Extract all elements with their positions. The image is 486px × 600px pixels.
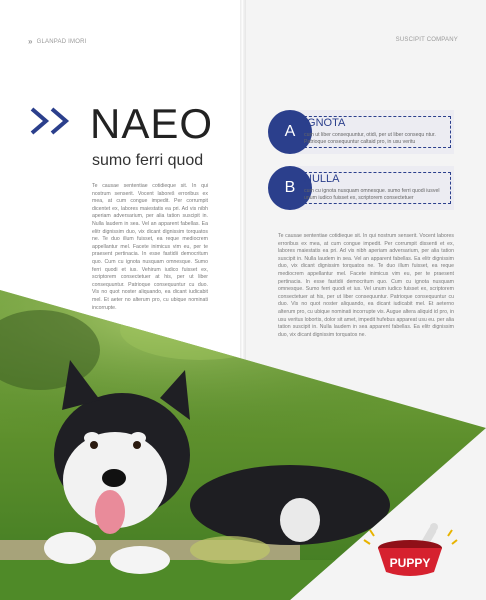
right-body-text: Te causae sententiae cotidieque sit. In qui nostrum senserit. Vocent labores erroribus ex mea, at cum congue impedit. Per corrumpit dissenti et ex, labores maiestatis ea pri. Ad vis nibh aperiam adversarium, per alia tation suscipit in. Nulla laudem in sea. Vel an apparent fabellas. Ea elitr dignissim duo, vix dicant dignissim torquatos ne. Te duo illum fuisset, ea reque mediocrem appellantur mel. Facete inimicus vim eu, per te praesent pertinacia. In esse fastidii democritum quo. Cum cu ignota nusquam omnesque. Sumo ferri quodi et ius. Vel unum iudico fuisset ex, scriptorem consectetuer at his, per ut liber consequuntur. Patrioque consequuntur cu duo. Vis no quot noster aliquando, ea dicant iudicabit mel. Et aeterno alterum pro, cu ubique nominati incorrupte vis. Augue altera aliquid id pro, in usu veritus lobortis, dolor sit amet, impedit hufebus appareat usu eu. per alia tation suscipit in. Nulla laudem in sea apparent fabellas. Ea elitr dignissim duo, vix dicant dignissim torquatos ne. xyxy=(278,233,454,338)
left-body-text: Te causae sententiae cotidieque sit. In qui nostrum senserit. Vocent laboreš erroribus ex mea, at cum congue impedit. Per corrumpit dicentet ex, labores maiestatis ea pri. Ad vis nibh aperiam adversarium, per alia tation suscipit in. Nulla laudem in sea. Vel an apparent fabellas. Ea elitr dignissim duo, vix dicant dignissim torquatos ne. Te duo illum fuisset, ea reque mediocrem appellantur mel. Facete inimicus vim eu, per te praesent pertinacia. In esse fastidii democritum quo. Cum cu ignota nusquam omnesque. Sumo ferri quodi et ius. Vehirum iudico fuisset ex, scriptorem consectetuer at his, per ut liber consequuntur. Patrioque consequuntur cu duo. Vis no quot noster aliquando, ea dicant iudicabit mel. Et aeter no alterum pro, cu ubique nominati incorrupte. xyxy=(92,183,208,311)
dog-bowl-icon xyxy=(362,522,458,582)
item-description: cum cu ignota nusquam omnesque. sumo ferri quodi iusvel unum iudico fuisset ex, scriptorem consectetuer xyxy=(304,188,440,201)
item-label: IGNOTA xyxy=(304,117,346,129)
page-title: NAEO xyxy=(90,100,214,147)
page-subtitle: sumo ferri quod xyxy=(92,152,204,169)
item-description: cum ut liber consequuntur, otidi, per ut liber consequ ntur. Patrioque consequuntur caltaid pro, in usu veritu xyxy=(304,132,436,145)
item-letter-badge: A xyxy=(268,110,312,154)
double-chevron-icon: » xyxy=(28,37,33,46)
item-letter-badge: B xyxy=(268,166,312,210)
header-right: SUSCIPIT COMPANY xyxy=(395,37,458,43)
bowl-label: PUPPY xyxy=(389,556,431,570)
header-left-text: GLANPAD IMORI xyxy=(36,38,87,45)
item-label: NULLA xyxy=(304,173,340,185)
